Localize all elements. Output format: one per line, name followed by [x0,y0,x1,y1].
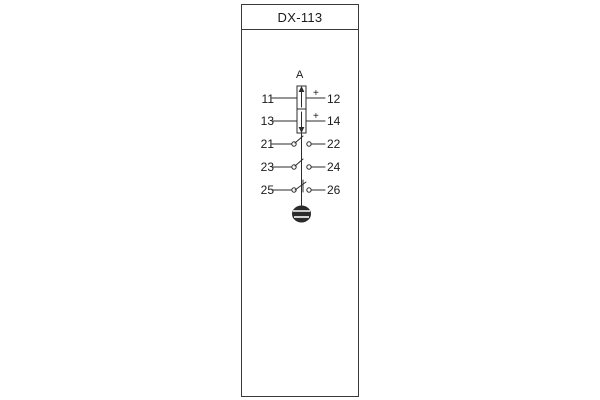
terminal-label-left-21: 21 [260,137,274,151]
phase-marker-label: A [296,69,304,81]
terminal-label-left-25: 25 [260,183,274,197]
terminal-label-right-24: 24 [327,160,341,174]
terminal-label-left-23: 23 [260,160,274,174]
terminal-label-left-13: 13 [260,114,274,128]
polarity-plus-11: + [313,88,319,99]
page-title: DX-113 [277,9,323,25]
terminal-label-right-12: 12 [327,92,341,106]
terminal-label-right-14: 14 [327,114,341,128]
polarity-plus-13: + [313,111,319,122]
terminal-label-left-11: 11 [261,92,274,106]
earth-ground-symbol [293,206,311,222]
terminal-label-right-26: 26 [327,183,341,197]
terminal-label-right-22: 22 [327,137,341,151]
contact-blade-25-26 [295,182,306,190]
